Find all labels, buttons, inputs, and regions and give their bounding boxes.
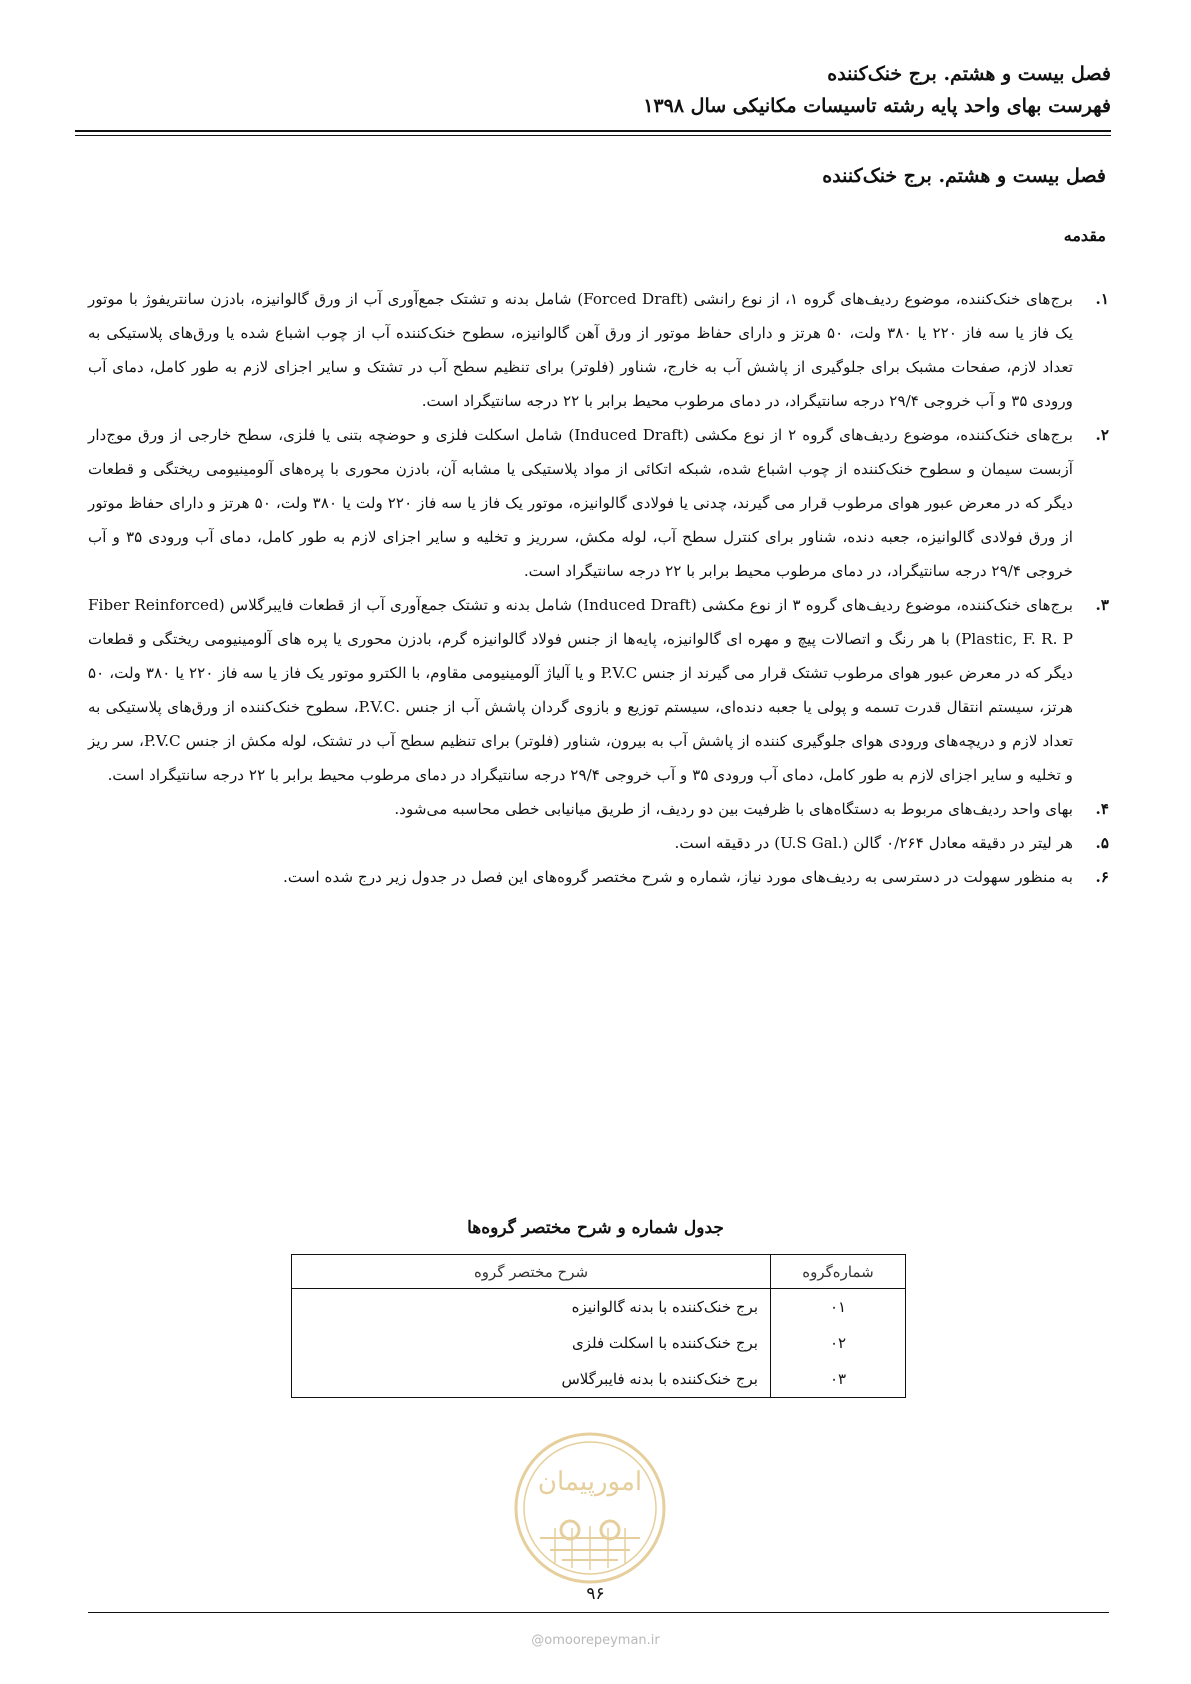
page-header [75,58,1111,122]
item-number: ۲. [1095,426,1109,444]
group-description-cell: برج خنک‌کننده با بدنه گالوانیزه [292,1289,771,1326]
list-item [88,792,1109,826]
list-item [88,860,1109,894]
table-row [292,1325,906,1361]
table-row [292,1289,906,1326]
list-item [88,418,1109,588]
footer-divider [88,1612,1109,1613]
item-text: بهای واحد ردیف‌های مربوط به دستگاه‌های با ظرفیت بین دو ردیف، از طریق میانیابی خطی محاسبه می‌شود. [394,800,1073,818]
group-description-cell: برج خنک‌کننده با اسکلت فلزی [292,1325,771,1361]
item-number: ۵. [1095,834,1109,852]
site-watermark-text: @omoorepeyman.ir [531,1633,660,1648]
header-document-title: فهرست بهای واحد پایه رشته تاسیسات مکانیکی سال ۱۳۹۸ [643,95,1111,117]
list-item [88,588,1109,792]
chapter-title: فصل بیست و هشتم. برج خنک‌کننده [822,165,1106,187]
header-chapter-title: فصل بیست و هشتم. برج خنک‌کننده [827,63,1111,85]
item-text: برج‌های خنک‌کننده، موضوع ردیف‌های گروه ۱، از نوع رانشی (Forced Draft) شامل بدنه و تشتک جمع‌آوری آب از ورق گالوانیزه، بادزن سانتریفوژ با موتور یک فاز یا سه فاز ۲۲۰ یا ۳۸۰ ولت، ۵۰ هرتز و دارای حفاظ موتور از ورق آهن گالوانیزه، سطوح خنک‌کننده آب از چوب اشباع شده یا ورق‌های پلاستیکی به تعداد لازم، صفحات مشبک برای جلوگیری از پاشش آب به خارج، شناور (فلوتر) برای تنظیم سطح آب در تشتک و سایر اجزای لازم به طور کامل، دمای آب ورودی ۳۵ و آب خروجی ۲۹/۴ درجه سانتیگراد، در دمای مرطوب محیط برابر با ۲۲ درجه سانتیگراد است. [88,290,1073,410]
groups-table [291,1254,906,1398]
watermark-text: امورپیمان [537,1467,643,1497]
item-text: برج‌های خنک‌کننده، موضوع ردیف‌های گروه ۳ از نوع مکشی (Induced Draft) شامل بدنه و تشتک جمع‌آوری آب از قطعات فایبرگلاس (Fiber Reinforced Plastic, F. R. P) با هر رنگ و اتصالات پیچ و مهره ای گالوانیزه، پایه‌ها از جنس فولاد گالوانیزه گرم، بادزن محوری یا پره های آلومینیومی ریختگی و قطعات دیگر که در معرض عبور هوای مرطوب تشتک قرار می گیرند از جنس P.V.C و یا آلیاژ آلومینیومی مقاوم، با الکترو موتور یک فاز یا سه فاز ۲۲۰ یا ۳۸۰ ولت، ۵۰ هرتز، سیستم انتقال قدرت تسمه و پولی یا جعبه دنده‌ای، سیستم توزیع و بازوی گردان پاشش آب از جنس .P.V.C، سطوح خنک‌کننده از ورق‌های پلاستیکی به تعداد لازم و دریچه‌های ورودی هوای جلوگیری کننده از پاشش آب به بیرون، شناور (فلوتر) برای تنظیم سطح آب در تشتک، لوله مکش از جنس P.V.C، سر ریز و تخلیه و سایر اجزای لازم به طور کامل، دمای آب ورودی ۳۵ و آب خروجی ۲۹/۴ درجه سانتیگراد در دمای مرطوب محیط برابر با ۲۲ درجه سانتیگراد است. [88,596,1074,784]
page-number: ۹۶ [586,1584,605,1604]
item-number: ۶. [1095,868,1109,886]
intro-items-list [88,282,1109,894]
table-row [292,1361,906,1398]
group-description-cell: برج خنک‌کننده با بدنه فایبرگلاس [292,1361,771,1398]
group-number-cell: ۰۳ [771,1361,906,1398]
header-divider-thin [75,135,1111,136]
group-number-cell: ۰۲ [771,1325,906,1361]
item-text: برج‌های خنک‌کننده، موضوع ردیف‌های گروه ۲ از نوع مکشی (Induced Draft) شامل اسکلت فلزی و حوضچه بتنی یا فلزی، سطح خارجی از ورق موج‌دار آزبست سیمان و سطوح خنک‌کننده از چوب اشباع شده، شبکه اتکائی از مواد پلاستیکی یا مشابه آن، بادزن محوری با پره‌های آلومینیومی ریختگی و قطعات دیگر که در معرض عبور هوای مرطوب قرار می گیرند، چدنی یا فولادی گالوانیزه، موتور یک فاز یا سه فاز ۲۲۰ ولت یا ۳۸۰ ولت، ۵۰ هرتز و دارای حفاظ موتور از ورق فولادی گالوانیزه، جعبه دنده، شناور برای کنترل سطح آب، لوله مکش، سرریز و تخلیه و سایر اجزای لازم به طور کامل، دمای آب ورودی ۳۵ و آب خروجی ۲۹/۴ درجه سانتیگراد، در دمای مرطوب محیط برابر با ۲۲ درجه سانتیگراد است. [88,426,1074,580]
table-header-row [292,1255,906,1289]
header-divider-thick [75,130,1111,132]
column-header-number: شماره‌گروه [771,1255,906,1289]
item-text: هر لیتر در دقیقه معادل ۰/۲۶۴ گالن (.U.S Gal) در دقیقه است. [674,834,1073,852]
item-number: ۳. [1095,596,1109,614]
column-header-description: شرح مختصر گروه [292,1255,771,1289]
list-item [88,826,1109,860]
group-number-cell: ۰۱ [771,1289,906,1326]
item-number: ۴. [1095,800,1109,818]
item-text: به منظور سهولت در دسترسی به ردیف‌های مورد نیاز، شماره و شرح مختصر گروه‌های این فصل در جدول زیر درج شده است. [283,868,1073,886]
intro-heading: مقدمه [1063,226,1106,245]
table-caption: جدول شماره و شرح مختصر گروه‌ها [467,1218,724,1238]
watermark-logo-icon [510,1428,670,1588]
item-number: ۱. [1095,290,1109,308]
list-item [88,282,1109,418]
